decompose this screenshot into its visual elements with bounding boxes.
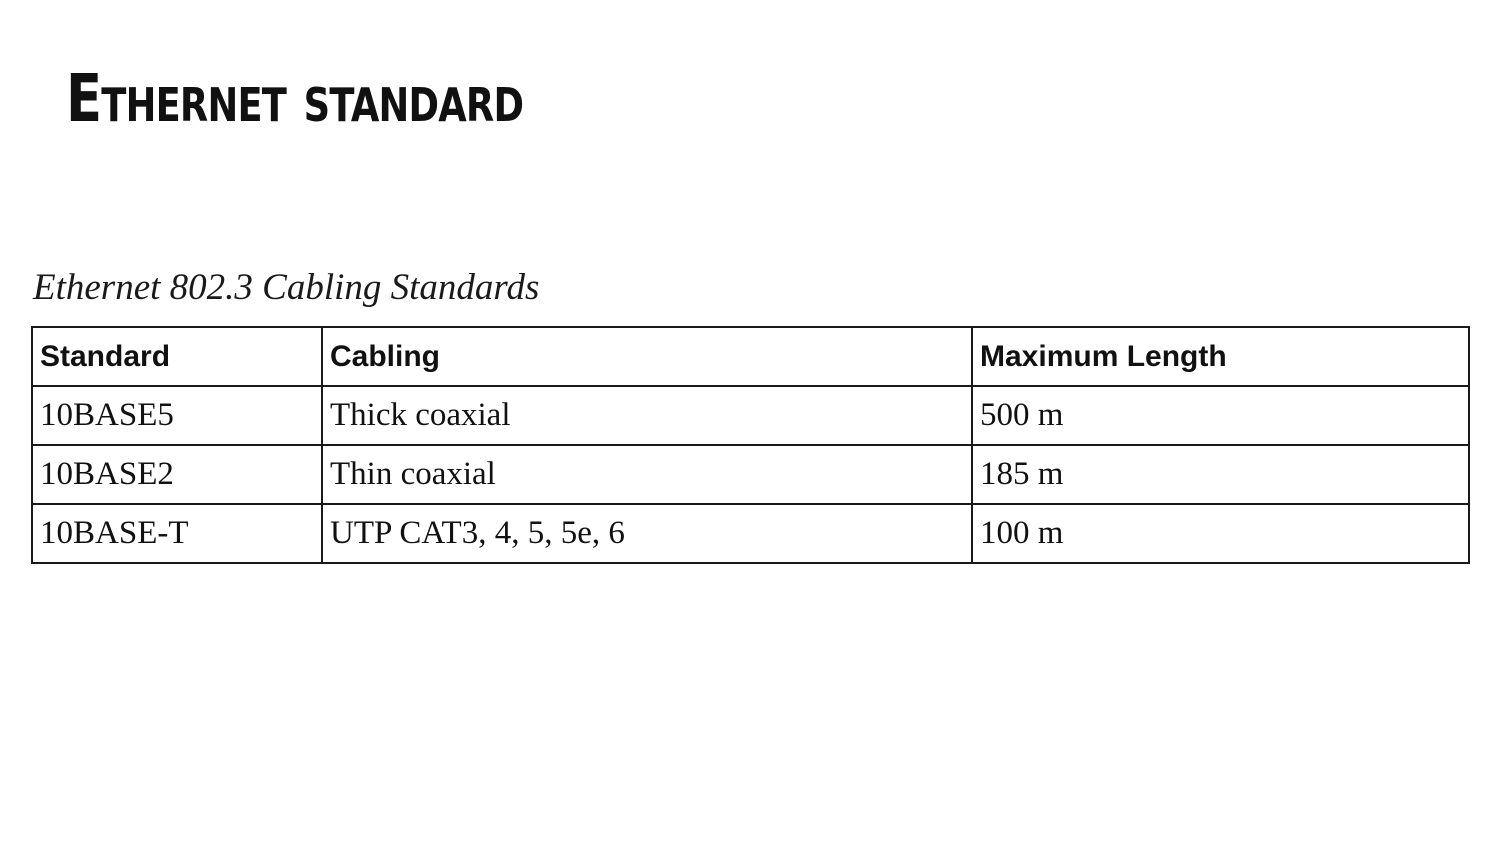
- header-maximum-length: Maximum Length: [972, 327, 1469, 386]
- cell-cabling: UTP CAT3, 4, 5, 5e, 6: [322, 504, 972, 563]
- cell-maximum-length: 500 m: [972, 386, 1469, 445]
- cell-cabling: Thin coaxial: [322, 445, 972, 504]
- cell-cabling: Thick coaxial: [322, 386, 972, 445]
- table-caption: Ethernet 802.3 Cabling Standards: [33, 267, 540, 308]
- cell-maximum-length: 185 m: [972, 445, 1469, 504]
- cell-standard: 10BASE2: [32, 445, 322, 504]
- table-header-row: [32, 327, 1469, 386]
- table-row: [32, 386, 1469, 445]
- header-cabling: Cabling: [322, 327, 972, 386]
- cell-standard: 10BASE5: [32, 386, 322, 445]
- table-row: [32, 445, 1469, 504]
- cell-maximum-length: 100 m: [972, 504, 1469, 563]
- cell-standard: 10BASE-T: [32, 504, 322, 563]
- slide-title: Ethernet standard: [66, 60, 524, 137]
- header-standard: Standard: [32, 327, 322, 386]
- table-row: [32, 504, 1469, 563]
- cabling-standards-table: [31, 326, 1470, 564]
